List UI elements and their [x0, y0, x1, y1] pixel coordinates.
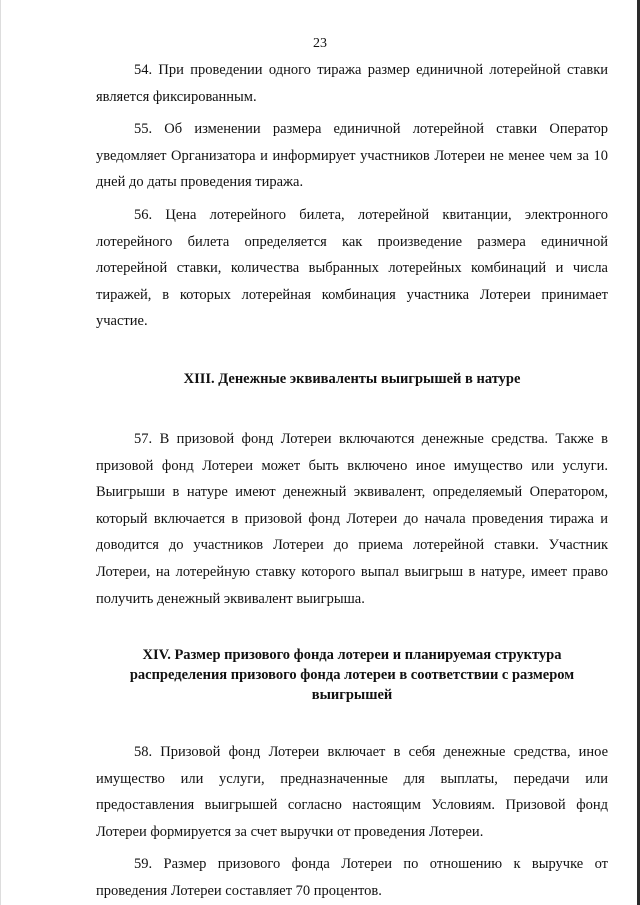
section-heading-xiv-line-2: распределения призового фонда лотереи в соответствии с размером: [129, 667, 575, 684]
paragraph-54: 54. При проведении одного тиража размер единичной лотерейной ставки является фиксированным.: [96, 62, 608, 105]
paragraph-55: 55. Об изменении размера единичной лотерейной ставки Оператор уведомляет Организатора и информирует участников Лотереи не менее чем за 10 дней до даты проведения тиража.: [96, 121, 608, 191]
paragraph-58: 58. Призовой фонд Лотереи включает в себя денежные средства, иное имущество или услуги, предназначенные для выплаты, передачи или предоставления выигрышей согласно настоящим Условиям. Призовой фонд Лотереи формируется за счет выручки от проведения Лотереи.: [96, 744, 608, 840]
section-heading-xiv-line-1: XIV. Размер призового фонда лотереи и планируемая структура: [142, 647, 562, 664]
paragraph-59: 59. Размер призового фонда Лотереи по отношению к выручке от проведения Лотереи составляет 70 процентов.: [96, 856, 608, 900]
page-number: 23: [313, 36, 327, 51]
section-heading-xiv: [96, 645, 608, 705]
paragraph-56: 56. Цена лотерейного билета, лотерейной квитанции, электронного лотерейного билета определяется как произведение размера единичной лотерейной ставки, количества выбранных лотерейных комбинаций и числа тиражей, в которых лотерейная комбинация участника Лотереи принимает участие.: [96, 206, 608, 330]
section-heading-xiv-line-3: выигрышей: [311, 687, 393, 704]
paragraph-57: 57. В призовой фонд Лотереи включаются денежные средства. Также в призовой фонд Лотереи может быть включено иное имущество или услуги. Выигрыши в натуре имеют денежный эквивалент, определяемый Оператором, который включается в призовой фонд Лотереи до начала проведения тиража и доводится до участников Лотереи до приема лотерейной ставки. Участник Лотереи, на лотерейную ставку которого выпал выигрыш в натуре, имеет право получить денежный эквивалент выигрыша.: [96, 430, 608, 607]
page-body: [96, 57, 608, 905]
scan-edge-left: [0, 0, 1, 905]
section-heading-xiii: XIII. Денежные эквиваленты выигрышей в натуре: [183, 370, 521, 387]
